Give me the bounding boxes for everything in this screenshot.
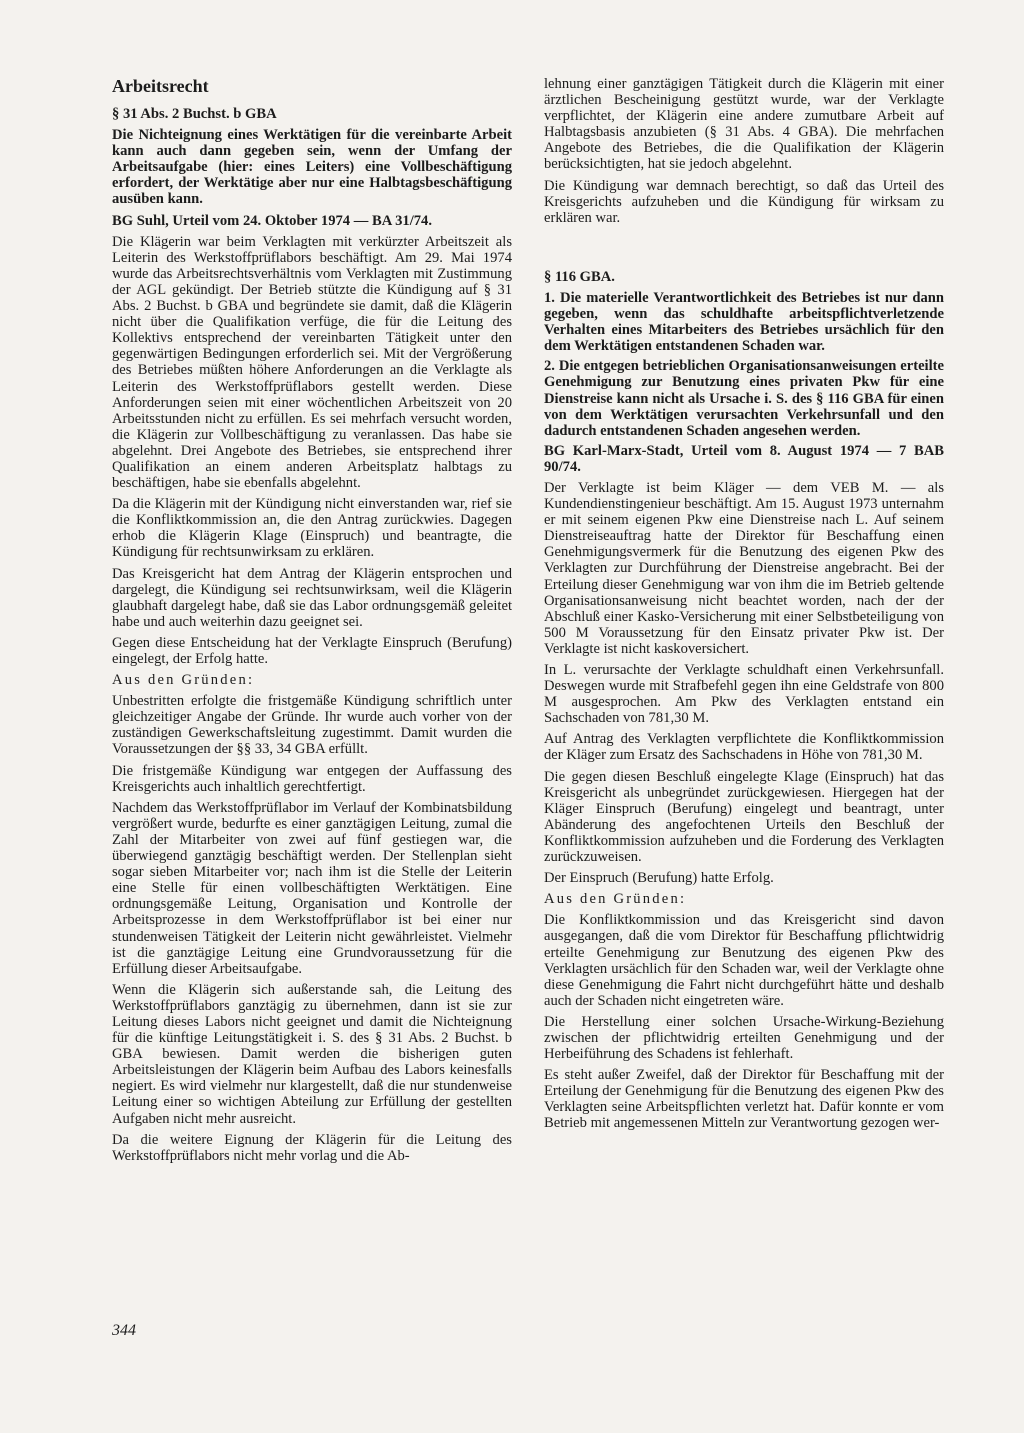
court-citation: BG Suhl, Urteil vom 24. Oktober 1974 — BA 31/74. [112,212,433,229]
continuation-paragraph: lehnung einer ganztägigen Tätigkeit durch die Klägerin mit einer ärztlichen Bescheinigung gestützt wurde, war der Verklagte verpflichtet, der Klägerin eine andere zumutbare Arbeit auf Halbtagsbasis anzubieten (§ 31 Abs. 4 GBA). Die mehrfachen Angebote des Betriebes, die die Qualifikation der Klägerin berücksichtigten, hat sie jedoch abgelehnt. [544,76,944,173]
facts-paragraph: Da die Klägerin mit der Kündigung nicht einverstanden war, rief sie die Konfliktkommission an, die den Antrag zurückwies. Dagegen erhob die Klägerin Klage (Einspruch) und beantragte, die Kündigung für rechtsunwirksam zu erklären. [112,496,512,561]
reasons-paragraph: Die Herstellung einer solchen Ursache-Wirkung-Beziehung zwischen der pflichtwidrig erteilten Genehmigung und der Herbeiführung des Schadens ist fehlerhaft. [544,1013,944,1063]
reasons-paragraph: Es steht außer Zweifel, daß der Direktor für Beschaffung mit der Erteilung der Genehmigung für die Benutzung des eigenen Pkw des Verklagten seine Arbeitspflichten verletzt hat. Dafür konnte er vom Betrieb mit angemessenen Mitteln zur Verantwortung gezogen wer- [544,1067,944,1132]
reasons-paragraph: Nachdem das Werkstoffprüflabor im Verlauf der Kombinatsbildung vergrößert wurde, bedurfte es einer ganztägigen Leitung, zumal die Zahl der Mitarbeiter von zwei auf fünf gestiegen war, die überwiegend ganztägig beschäftigt werden. Der Stellenplan sieht sogar sieben Mitarbeiter vor; nach ihm ist die Stelle der Leiterin eine Stelle für einen vollbeschäftigten Werktätigen. Eine ordnungsgemäße Leitung, Organisation und Kontrolle der Arbeitsprozesse in dem Werkstoffprüflabor ist bei einer nur stundenweisen Tätigkeit der Leiterin nicht gewährleistet. Vielmehr ist die ganztägige Leitung eine Grundvoraussetzung für die Erfüllung dieser Arbeitsaufgabe. [112,799,512,977]
facts-paragraph: Gegen diese Entscheidung hat der Verklagte Einspruch (Berufung) eingelegt, der Erfolg hatte. [112,634,512,667]
right-column [544,76,944,1137]
grounds-heading: Aus den Gründen: [112,672,255,689]
headnote-list [544,290,944,439]
headnote: Die Nichteignung eines Werktätigen für die vereinbarte Arbeit kann auch dann gegeben sein, wenn der Umfang der Arbeitsaufgabe (hier: eines Leiters) eine Vollbeschäftigung erfordert, der Werktätige aber nur eine Halbtagsbeschäftigung ausüben kann. [112,127,512,208]
reasons-paragraph: Die Konfliktkommission und das Kreisgericht sind davon ausgegangen, daß die vom Direktor für Beschaffung pflichtwidrig erteilte Genehmigung zur Benutzung des eigenen Pkw des Verklagten ursächlich für den Schaden war, weil der Verklagte ohne diese Genehmigung die Fahrt nicht durchgeführt hätte und deshalb auch der Schaden nicht eingetreten wäre. [544,912,944,1009]
section-title: Arbeitsrecht [112,76,209,96]
facts-paragraph: Auf Antrag des Verklagten verpflichtete die Konfliktkommission der Kläger zum Ersatz des Sachschadens in Höhe von 781,30 M. [544,731,944,764]
left-column [112,76,512,1169]
court-citation: BG Karl-Marx-Stadt, Urteil vom 8. August 1974 — 7 BAB 90/74. [544,442,944,475]
facts-paragraph: Das Kreisgericht hat dem Antrag der Klägerin entsprochen und dargelegt, die Kündigung sei rechtsunwirksam, weil die Klägerin glaubhaft dargelegt habe, daß sie das Labor ordnungsgemäß geleitet habe und auch weiterhin dazu geeignet sei. [112,565,512,630]
law-reference: § 31 Abs. 2 Buchst. b GBA [112,106,277,122]
facts-paragraph: Der Verklagte ist beim Kläger — dem VEB M. — als Kundendienstingenieur beschäftigt. Am 15. August 1973 unternahm er mit seinem eigenen Pkw eine Dienstreise nach L. Auf seinem Dienstreiseauftrag hatte der Direktor für Beschaffung einen Genehmigungsvermerk für die Benutzung des eigenen Pkw des Verklagten zur Durchführung der Dienstreise angebracht. Bei der Erteilung dieser Genehmigung war von ihm die im Betrieb geltende Organisationsanweisung nicht beachtet worden, nach der der Abschluß einer Kasko-Versicherung mit einer Selbstbeteiligung von 500 M Voraussetzung für den Einsatz privater Pkw ist. Der Verklagte ist nicht kaskoversichert. [544,479,944,657]
headnote-item: 1. Die materielle Verantwortlichkeit des Betriebes ist nur dann gegeben, wenn das schuldhafte arbeitspflichtverletzende Verhalten eines Mitarbeiters des Betriebes ursächlich für den dem Werktätigen entstandenen Schaden war. [544,289,944,355]
reasons-paragraph: Unbestritten erfolgte die fristgemäße Kündigung schriftlich unter gleichzeitiger Angabe der Gründe. Ihr wurde auch vorher von der zuständigen Gewerkschaftsleitung zugestimmt. Damit wurden die Voraussetzungen der §§ 33, 34 GBA erfüllt. [112,693,512,758]
reasons-paragraph: Wenn die Klägerin sich außerstande sah, die Leitung des Werkstoffprüflabors ganztägig zu übernehmen, dann ist sie zur Leitung dieses Labors nicht geeignet und damit die Nichteignung für die künftige Leitungstätigkeit i. S. des § 31 Abs. 2 Buchst. b GBA bewiesen. Damit werden die bisherigen guten Arbeitsleistungen der Klägerin beim Aufbau des Labors keinesfalls negiert. Es wird vielmehr nur klargestellt, daß die nur stundenweise Leitung einer so wichtigen Abteilung zur Erfüllung der gestellten Aufgaben nicht mehr ausreicht. [112,981,512,1127]
facts-paragraph: In L. verursachte der Verklagte schuldhaft einen Verkehrsunfall. Deswegen wurde mit Strafbefehl gegen ihn eine Geldstrafe von 800 M ausgesprochen. Am Pkw des Verklagten entstand ein Sachschaden von 781,30 M. [544,662,944,727]
reasons-paragraph: Die fristgemäße Kündigung war entgegen der Auffassung des Kreisgerichts auch inhaltlich gerechtfertigt. [112,762,512,795]
law-reference: § 116 GBA. [544,268,615,285]
continuation-paragraph: Die Kündigung war demnach berechtigt, so daß das Urteil des Kreisgerichts aufzuheben und die Kündigung für wirksam zu erklären war. [544,177,944,226]
grounds-heading: Aus den Gründen: [544,891,687,908]
facts-paragraph: Die Klägerin war beim Verklagten mit verkürzter Arbeitszeit als Leiterin des Werkstoffprüflabors beschäftigt. Am 29. Mai 1974 wurde das Arbeitsrechtsverhältnis vom Verklagten mit Zustimmung der AGL gekündigt. Der Betrieb stützte die Kündigung auf § 31 Abs. 2 Buchst. b GBA und begründete sie damit, daß die Klägerin nicht über die Qualifikation verfüge, die für die Leitung des Kollektivs entsprechend der vereinbarten Tätigkeit unter den gegenwärtigen Bedingungen erforderlich sei. Mit der Vergrößerung des Betriebes müßten höhere Anforderungen an die Verklagte als Leiterin des Werkstoffprüflabors gestellt werden. Diese Anforderungen seien mit einer wöchentlichen Arbeitszeit von 20 Arbeitsstunden nicht zu erfüllen. Es sei mehrfach versucht worden, die Klägerin zur Vollbeschäftigung zu veranlassen. Das habe sie abgelehnt. Drei Angebote des Betriebes, sie entsprechend ihrer Qualifikation an einem anderen Arbeitsplatz halbtags zu beschäftigen, habe sie ebenfalls abgelehnt. [112,233,512,492]
reasons-paragraph: Da die weitere Eignung der Klägerin für die Leitung des Werkstoffprüflabors nicht mehr vorlag und die Ab- [112,1131,512,1164]
headnote-item: 2. Die entgegen betrieblichen Organisationsanweisungen erteilte Genehmigung zur Benutzung eines privaten Pkw für eine Dienstreise kann nicht als Ursache i. S. des § 116 GBA für einen von dem Werktätigen verursachten Verkehrsunfall und den dadurch entstandenen Schaden angesehen werden. [544,358,944,439]
facts-paragraph: Der Einspruch (Berufung) hatte Erfolg. [544,870,774,887]
facts-paragraph: Die gegen diesen Beschluß eingelegte Klage (Einspruch) hat das Kreisgericht als unbegründet zurückgewiesen. Hiergegen hat der Kläger Einspruch (Berufung) eingelegt und beantragt, unter Abänderung des angefochtenen Urteils den Beschluß der Konfliktkommission aufzuheben und die Forderung des Verklagten zurückzuweisen. [544,768,944,866]
section-spacer [544,231,944,269]
page-number: 344 [112,1322,136,1339]
